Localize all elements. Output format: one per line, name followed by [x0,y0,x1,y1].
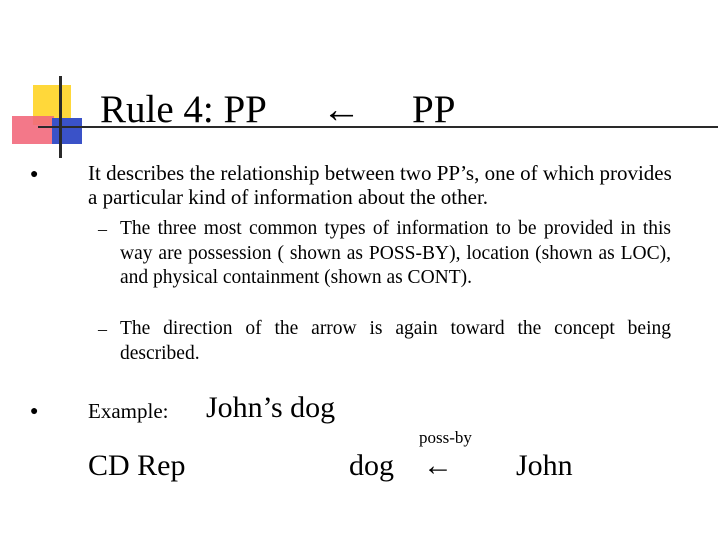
sub-point-2: The direction of the arrow is again toward the concept being described. [120,318,671,364]
left-arrow-icon: ← [423,449,453,482]
sub-point-1: The three most common types of information to be provided in this way are possession ( shown as POSS-BY), location (shown as LOC), and physical containment (shown as CONT). [120,218,671,288]
point-1: It describes the relationship between two PP’s, one of which provides a particular kind of information about the other. [88,161,672,209]
example-text: John’s dog [206,391,336,424]
logo-vertical-line [59,76,62,158]
title-right: PP [412,88,456,131]
logo-blue-square [52,118,82,144]
diagram-relation-label: poss-by [419,428,472,447]
logo-red-square [12,116,54,144]
example-label: Example: [88,399,169,423]
diagram-left-concept: dog [349,449,394,482]
diagram-right-concept: John [516,449,573,482]
dash-icon: – [98,319,107,339]
bullet-icon: ● [30,167,39,182]
left-arrow-icon: ← [322,88,361,131]
cd-rep-label: CD Rep [88,449,186,482]
bullet-icon: ● [30,404,39,419]
title-left: Rule 4: PP [100,88,267,131]
dash-icon: – [98,219,107,239]
